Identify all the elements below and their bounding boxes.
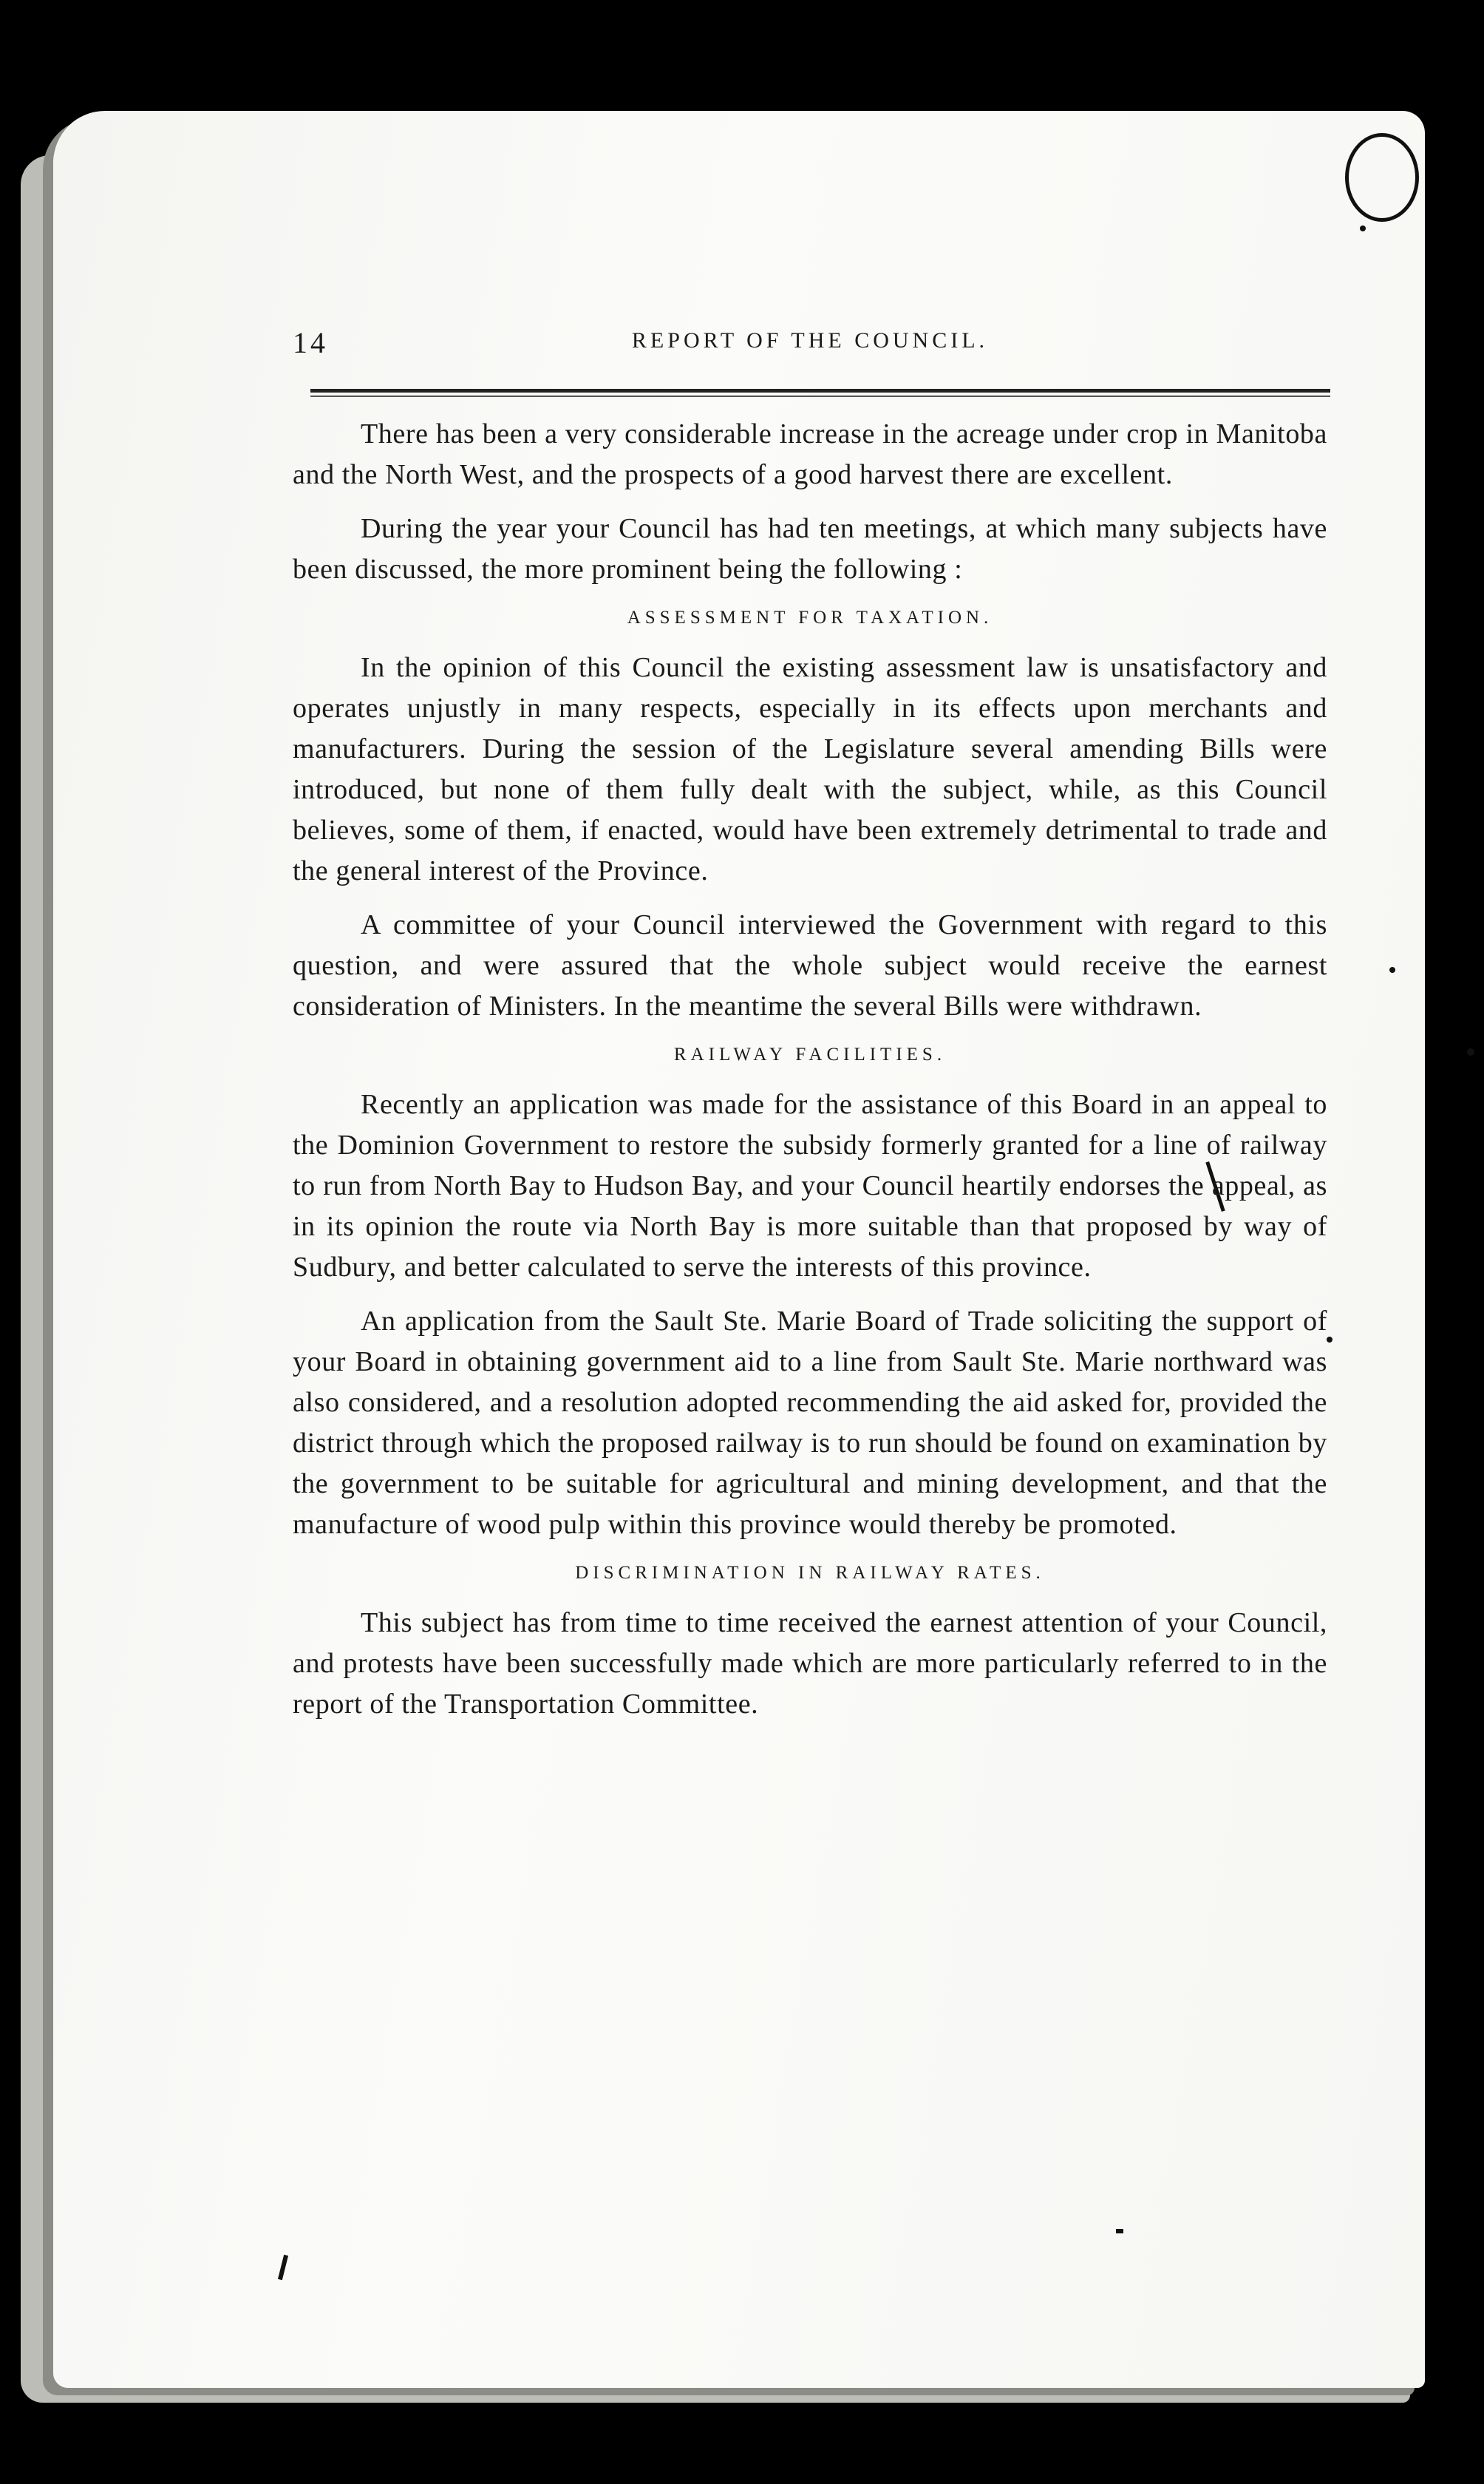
- page-number: 14: [293, 326, 328, 359]
- running-title: REPORT OF THE COUNCIL.: [631, 328, 989, 353]
- heading-discrimination-in-railway-rates: DISCRIMINATION IN RAILWAY RATES.: [575, 1563, 1045, 1583]
- ink-speck: [1467, 1048, 1474, 1056]
- ink-speck: [1116, 2229, 1123, 2233]
- paragraph-crop-increase: There has been a very considerable increase in the acreage under crop in Manitoba and the North West, and the prospects of a good harvest there are excellent.: [293, 418, 1327, 490]
- heading-assessment-for-taxation: ASSESSMENT FOR TAXATION.: [627, 608, 993, 628]
- page-content: [293, 325, 1327, 1720]
- paragraph-assessment-law: In the opinion of this Council the existing assessment law is unsatisfactory and operates unjustly in many respects, especially in its effects upon merchants and manufacturers. During the session of the Legislature several amending Bills were introduced, but none of them fully dealt with the subject, while, as this Council believes, some of them, if enacted, would have been extremely detrimental to trade and the general interest of the Province.: [293, 652, 1327, 886]
- ink-speck: [1360, 225, 1366, 231]
- paragraph-railway-rates: This subject has from time to time received the earnest attention of your Council, and protests have been successfully made which are more particularly referred to in the report of the Transportation Committee.: [293, 1607, 1327, 1720]
- handwritten-circle-mark: [1345, 133, 1419, 222]
- heading-railway-facilities: RAILWAY FACILITIES.: [673, 1045, 947, 1065]
- page-body: [293, 414, 1327, 1738]
- paragraph-sault-ste-marie: An application from the Sault Ste. Marie Board of Trade soliciting the support of your Board in obtaining government aid to a line from Sault Ste. Marie northward was also considered, and a resolution adopted recommending the aid asked for, provided the district through which the proposed railway is to run should be found on examination by the government to be suitable for agricultural and mining development, and that the manufacture of wood pulp within this province would thereby be promoted.: [293, 1306, 1327, 1540]
- paragraph-council-meetings: During the year your Council has had ten meetings, at which many subjects have been discussed, the more prominent being the following :: [293, 513, 1327, 585]
- header-rule: [310, 389, 1330, 393]
- paragraph-assessment-committee: A committee of your Council interviewed the Government with regard to this question, and were assured that the whole subject would receive the earnest consideration of Ministers. In the meantime the several Bills were withdrawn.: [293, 909, 1327, 1022]
- paragraph-north-bay-railway: Recently an application was made for the assistance of this Board in an appeal to the Dominion Government to restore the subsidy formerly granted for a line of railway to run from North Bay to Hudson Bay, and your Council heartily endorses the appeal, as in its opinion the route via North Bay is more suitable than that proposed by way of Sudbury, and better calculated to serve the interests of this province.: [293, 1089, 1327, 1283]
- running-head: [293, 325, 1327, 377]
- ink-speck: [1389, 967, 1395, 973]
- ink-speck: [1327, 1337, 1332, 1343]
